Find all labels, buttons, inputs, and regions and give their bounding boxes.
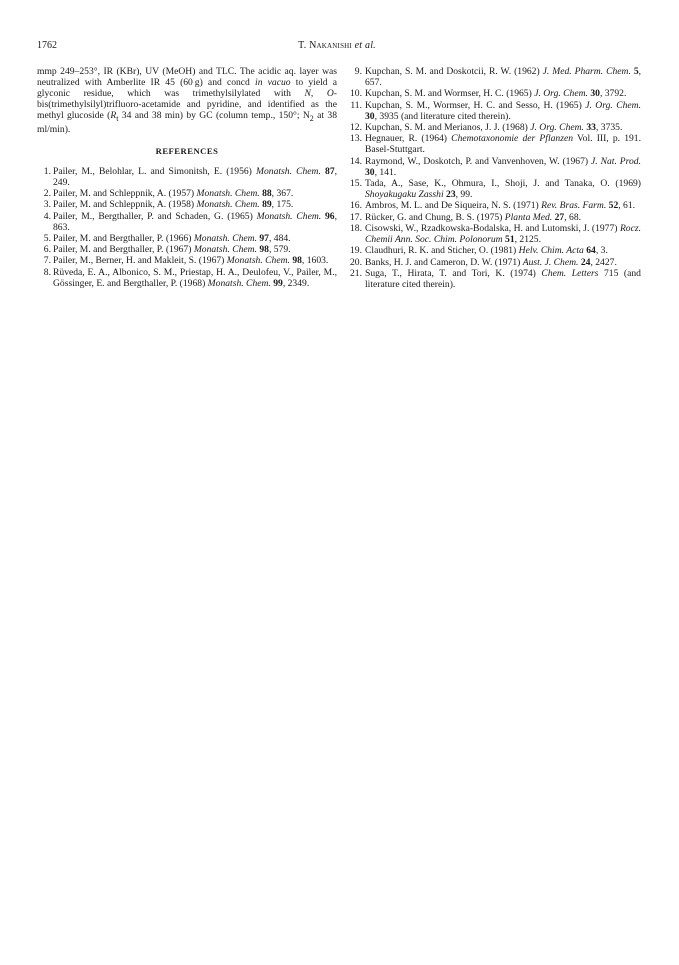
reference-number: 2. — [43, 187, 51, 199]
reference-number: 11. — [350, 99, 362, 111]
reference-number: 10. — [350, 88, 362, 100]
reference-number: 16. — [350, 200, 362, 212]
reference-text: Hegnauer, R. (1964) Chemotaxonomie der Pflanzen Vol. III, p. 191. Basel-Stuttgart. — [365, 133, 641, 156]
reference-text: Kupchan, S. M., Wormser, H. C. and Sesso, H. (1965) J. Org. Chem. 30, 3935 (and literature cited therein). — [365, 99, 641, 122]
reference-item — [346, 88, 641, 99]
reference-number: 19. — [350, 245, 362, 257]
running-head — [37, 40, 637, 51]
reference-item — [346, 257, 641, 268]
references-heading: REFERENCES — [155, 146, 219, 157]
reference-text: Pailer, M., Bergthaller, P. and Schaden, G. (1965) Monatsh. Chem. 96, 863. — [53, 210, 337, 233]
reference-item — [346, 133, 641, 155]
reference-item — [37, 211, 337, 233]
reference-item — [346, 100, 641, 122]
reference-item — [346, 156, 641, 178]
reference-item — [37, 267, 337, 289]
reference-text: Rücker, G. and Chung, B. S. (1975) Planta Med. 27, 68. — [365, 211, 582, 223]
reference-item — [37, 188, 337, 199]
reference-text: Kupchan, S. M. and Wormser, H. C. (1965) J. Org. Chem. 30, 3792. — [365, 88, 627, 100]
reference-item — [346, 122, 641, 133]
reference-text: Kupchan, S. M. and Merianos, J. J. (1968) J. Org. Chem. 33, 3735. — [365, 122, 623, 134]
reference-item — [346, 212, 641, 223]
reference-item — [346, 66, 641, 88]
reference-text: Pailer, M. and Schleppnik, A. (1958) Monatsh. Chem. 89, 175. — [53, 199, 294, 211]
author-surname: Nakanishi — [309, 40, 352, 51]
reference-list-right — [346, 66, 641, 290]
reference-text: Pailer, M. and Bergthaller, P. (1966) Monatsh. Chem. 97, 484. — [53, 232, 291, 244]
reference-item — [37, 244, 337, 255]
reference-text: Pailer, M. and Bergthaller, P. (1967) Monatsh. Chem. 98, 579. — [53, 244, 291, 256]
reference-item — [37, 233, 337, 244]
reference-text: Claudhuri, R. K. and Sticher, O. (1981) Helv. Chim. Acta 64, 3. — [365, 245, 608, 257]
reference-list-left — [37, 166, 337, 289]
reference-text: Pailer, M., Berner, H. and Makleit, S. (1967) Monatsh. Chem. 98, 1603. — [53, 255, 329, 267]
reference-text: Tada, A., Sase, K., Ohmura, I., Shoji, J. and Tanaka, O. (1969) Shoyakugaku Zasshi 23, 99. — [365, 178, 641, 201]
reference-number: 13. — [350, 133, 362, 145]
reference-number: 1. — [43, 165, 51, 177]
reference-number: 7. — [43, 255, 51, 267]
reference-number: 3. — [43, 199, 51, 211]
reference-item — [346, 178, 641, 200]
reference-number: 5. — [43, 232, 51, 244]
reference-text: Ambros, M. L. and De Siqueira, N. S. (1971) Rev. Bras. Farm. 52, 61. — [365, 200, 636, 212]
reference-number: 15. — [350, 178, 362, 190]
reference-number: 17. — [350, 211, 362, 223]
reference-text: Suga, T., Hirata, T. and Tori, K. (1974) Chem. Letters 715 (and literature cited therein). — [365, 267, 641, 291]
experimental-paragraph: mmp 249–253°, IR (KBr), UV (MeOH) and TLC. The acidic aq. layer was neutralized with Amberlite IR 45 (60 g) and concd in vacuo to yield a glyconic residue, which was trimethylsilylated with N, O-bis(trimethylsilyl)trifluoro-acetamide and pyridine, and identified as the methyl glucoside ($R_t$ 34 and 38 min) by GC (column temp., 150°; $N_2$ at 38 ml/min). — [37, 66, 337, 136]
reference-number: 14. — [350, 155, 362, 167]
reference-item — [346, 268, 641, 290]
et-al: et al. — [354, 40, 376, 51]
reference-text: Cisowski, W., Rzadkowska-Bodalska, H. and Lutomski, J. (1977) Rocz. Chemii Ann. Soc. Chim. Polonorum 51, 2125. — [365, 223, 641, 246]
reference-text: Raymond, W., Doskotch, P. and Vanvenhoven, W. (1967) J. Nat. Prod. 30, 141. — [365, 155, 641, 178]
reference-item — [346, 245, 641, 256]
reference-text: Kupchan, S. M. and Doskotcii, R. W. (1962) J. Med. Pharm. Chem. 5, 657. — [365, 66, 642, 89]
reference-text: Pailer, M. and Schleppnik, A. (1957) Monatsh. Chem. 88, 367. — [53, 187, 294, 199]
reference-number: 9. — [354, 66, 362, 77]
reference-number: 8. — [43, 266, 51, 278]
reference-number: 12. — [350, 122, 362, 134]
reference-item — [346, 200, 641, 211]
reference-text: Banks, H. J. and Cameron, D. W. (1971) Aust. J. Chem. 24, 2427. — [365, 256, 617, 268]
reference-item — [37, 199, 337, 210]
page-header — [37, 40, 637, 54]
author-initial: T. — [298, 40, 307, 51]
reference-number: 18. — [350, 223, 362, 234]
reference-number: 20. — [350, 256, 362, 268]
page-number: 1762 — [37, 40, 57, 51]
reference-number: 6. — [43, 244, 51, 256]
reference-text: Rüveda, E. A., Albonico, S. M., Priestap, H. A., Deulofeu, V., Pailer, M., Gössinger, E. and Bergthaller, P. (1968) Monatsh. Chem. 99, 2349. — [53, 266, 337, 289]
reference-item — [346, 223, 641, 245]
reference-item — [37, 166, 337, 188]
reference-number: 21. — [350, 267, 362, 279]
reference-item — [37, 255, 337, 266]
reference-number: 4. — [43, 210, 51, 222]
right-column — [346, 66, 641, 290]
reference-text: Pailer, M., Belohlar, L. and Simonitsh, E. (1956) Monatsh. Chem. 87, 249. — [53, 165, 338, 188]
left-column — [37, 66, 337, 289]
